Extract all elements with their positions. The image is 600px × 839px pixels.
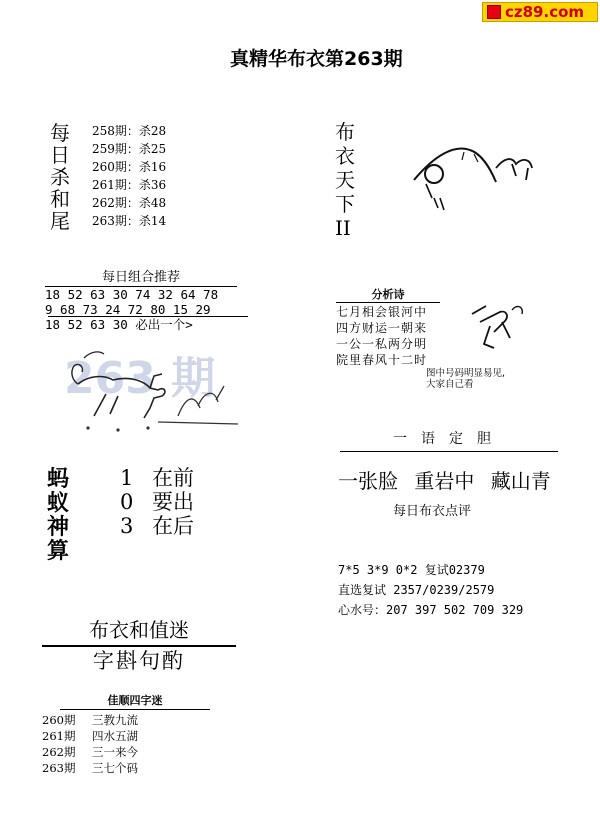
dan-heading: 一语定胆 <box>340 428 558 452</box>
riddle-text: 三教九流 <box>92 713 138 727</box>
list-item: 259期：杀25 <box>92 142 167 156</box>
ant-text: 在前 <box>152 466 194 490</box>
combo-row: 18 52 63 30 74 32 64 78 <box>45 287 219 302</box>
ant-number: 1 <box>120 466 134 490</box>
number-line: 直选复试 2357/0239/2579 <box>338 583 495 597</box>
list-item: 263期：杀14 <box>92 214 167 228</box>
list-item <box>120 514 194 538</box>
daily-kill-label <box>48 122 72 232</box>
list-item <box>120 490 194 514</box>
buyi-riddle-answer: 字斟句酌 <box>93 649 185 673</box>
page-title: 真精华布衣第263期 <box>230 48 403 70</box>
ant-label <box>47 468 69 564</box>
poem-line: 四方财运一朝来 <box>336 321 428 335</box>
number-line: 7*5 3*9 0*2 复试02379 <box>338 563 485 577</box>
combo-row: 9 68 73 24 72 80 15 29 <box>45 302 211 317</box>
jia-shun-list <box>42 712 138 776</box>
ant-rows <box>120 466 194 538</box>
daily-comment: 每日布衣点评 <box>393 504 472 519</box>
vertical-char: 下 <box>335 192 355 216</box>
vertical-char: 和 <box>50 187 70 211</box>
poem-sketch <box>454 292 554 364</box>
poem-line: 一公一私两分明 <box>336 337 428 351</box>
vertical-char: 每 <box>50 121 70 145</box>
vertical-char: 尾 <box>50 209 70 233</box>
list-item <box>42 712 138 728</box>
poem-heading: 分析诗 <box>336 286 440 303</box>
vertical-char: 蚁 <box>47 491 70 516</box>
daily-kill-list <box>92 122 166 230</box>
riddle-text: 三一来今 <box>92 745 138 759</box>
riddle-text: 四水五湖 <box>92 729 138 743</box>
buyi-tianxia-label <box>335 120 355 240</box>
list-item <box>42 728 138 744</box>
ant-text: 在后 <box>152 514 194 538</box>
vertical-char: 杀 <box>50 165 70 189</box>
vertical-char: II <box>335 216 351 240</box>
mountain-sketch <box>404 124 564 216</box>
poem-line: 院里春风十二时 <box>336 353 428 367</box>
list-item: 258期：杀28 <box>92 124 167 138</box>
period-label: 262期 <box>42 745 76 759</box>
combo-heading: 每日组合推荐 <box>45 266 237 287</box>
horse-drawing-icon <box>58 336 248 436</box>
vertical-char: 日 <box>50 143 70 167</box>
dan-phrase: 一张脸 <box>338 469 398 493</box>
combo-illustration <box>58 336 248 436</box>
note-line: 大家自己看 <box>426 379 474 390</box>
number-line: 心水号：207 397 502 709 329 <box>338 603 524 617</box>
ant-number: 3 <box>120 514 134 538</box>
poem-lines <box>336 304 427 368</box>
dan-phrase: 重岩中 <box>414 469 475 493</box>
vertical-char: 布 <box>335 120 355 144</box>
period-label: 260期 <box>42 713 76 727</box>
list-item: 261期：杀36 <box>92 178 167 192</box>
jia-shun-heading: 佳顺四字迷 <box>60 692 210 710</box>
list-item <box>120 466 194 490</box>
badge-square-icon <box>487 5 501 19</box>
buyi-riddle-heading: 布衣和值迷 <box>42 614 236 647</box>
list-item <box>42 744 138 760</box>
vertical-char: 算 <box>47 539 70 564</box>
vertical-char: 衣 <box>335 144 355 168</box>
list-item: 260期：杀16 <box>92 160 167 174</box>
period-label: 263期 <box>42 761 76 775</box>
vertical-char: 天 <box>335 168 355 192</box>
watermark-text: 263 期 <box>64 353 216 404</box>
combo-section <box>45 266 237 332</box>
badge-text: cz89.com <box>505 3 585 21</box>
ant-text: 要出 <box>152 490 194 514</box>
site-badge[interactable] <box>482 2 598 22</box>
combo-row: 18 52 63 30 必出一个> <box>45 317 193 332</box>
riddle-text: 三七个码 <box>92 761 138 775</box>
ant-number: 0 <box>120 490 134 514</box>
mountain-sketch-icon <box>404 124 564 216</box>
vertical-char: 神 <box>47 515 70 540</box>
number-lines <box>338 560 523 620</box>
combo-divider <box>48 316 248 319</box>
dan-phrase: 藏山青 <box>490 469 551 493</box>
list-item: 262期：杀48 <box>92 196 167 210</box>
period-label: 261期 <box>42 729 76 743</box>
list-item <box>42 760 138 776</box>
vertical-char: 蚂 <box>47 467 70 492</box>
poem-note <box>426 368 505 390</box>
note-line: 图中号码明显易见, <box>426 368 506 379</box>
poem-line: 七月相会银河中 <box>336 305 428 319</box>
poem-sketch-icon <box>454 292 554 364</box>
dan-phrases <box>338 465 561 494</box>
